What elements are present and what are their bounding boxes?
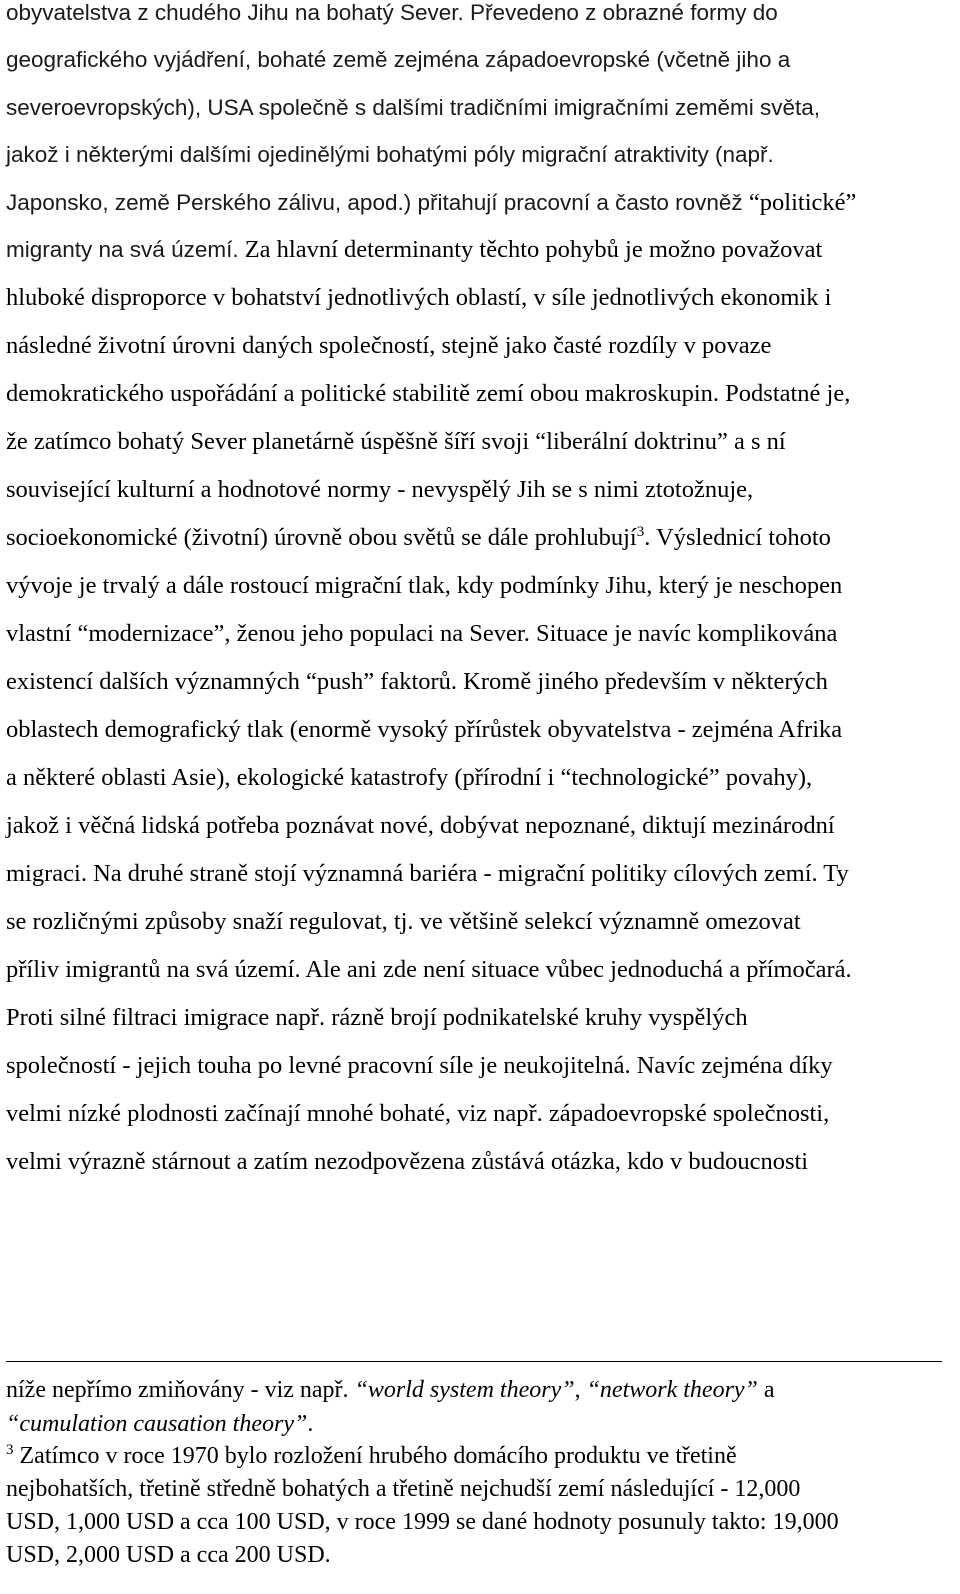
- text-line: [6, 0, 778, 37]
- text-span: ,: [574, 1377, 587, 1403]
- text-line: [6, 850, 849, 898]
- text-line: [6, 84, 820, 132]
- text-span: demokratického uspořádání a politické stabilitě zemí obou makroskupin. Podstatné je,: [6, 380, 851, 407]
- text-line: [6, 610, 837, 658]
- text-span: vlastní “modernizace”, ženou jeho populaci na Sever. Situace je navíc komplikována: [6, 620, 838, 647]
- text-span: existencí dalších významných “push” faktorů. Kromě jiného především v některých: [6, 668, 828, 695]
- footnote-separator: [6, 1361, 942, 1362]
- text-line: [6, 1042, 833, 1090]
- text-span: geografického vyjádření, bohaté země zejména západoevropské (včetně jiho a: [6, 47, 791, 72]
- text-line: [6, 226, 822, 274]
- text-span: USD, 2,000 USD a cca 200 USD.: [6, 1542, 331, 1568]
- text-span: migranty na svá území.: [6, 237, 239, 262]
- footnote-line: [6, 1507, 839, 1537]
- text-span: Proti silné filtraci imigrace např. rázně brojí podnikatelské kruhy vyspělých: [6, 1004, 748, 1031]
- footnote-marker: 3: [636, 523, 645, 540]
- text-span: Zatímco v roce 1970 bylo rozložení hrubého domácího produktu ve třetině: [13, 1443, 737, 1469]
- text-span: “politické”: [748, 189, 857, 216]
- text-span: . Výslednicí tohoto: [644, 524, 831, 551]
- text-span: hluboké disproporce v bohatství jednotlivých oblastí, v síle jednotlivých ekonomik i: [6, 284, 832, 311]
- italic-term: “cumulation causation theory”: [6, 1411, 308, 1437]
- text-span: nejbohatších, třetině středně bohatých a třetině nejchudší zemí následující - 12,000: [6, 1476, 801, 1502]
- text-line: [6, 418, 786, 466]
- text-line: [6, 562, 842, 610]
- text-span: migraci. Na druhé straně stojí významná bariéra - migrační politiky cílových zemí. Ty: [6, 860, 849, 887]
- text-span: společností - jejich touha po levné pracovní síle je neukojitelná. Navíc zejména díky: [6, 1052, 833, 1079]
- text-line: [6, 994, 748, 1042]
- text-span: velmi výrazně stárnout a zatím nezodpovězena zůstává otázka, kdo v budoucnosti: [6, 1148, 809, 1175]
- text-span: jakož i věčná lidská potřeba poznávat nové, dobývat nepoznané, diktují mezinárodní: [6, 812, 835, 839]
- text-line: [6, 946, 852, 994]
- text-span: vývoje je trvalý a dále rostoucí migrační tlak, kdy podmínky Jihu, který je neschopen: [6, 572, 843, 599]
- text-line: [6, 466, 753, 514]
- text-line: [6, 131, 774, 179]
- text-line: [6, 179, 856, 227]
- text-line: [6, 322, 771, 370]
- text-line: [6, 802, 835, 850]
- text-span: Za hlavní determinanty těchto pohybů je možno považovat: [238, 236, 823, 263]
- footnote-line: [6, 1375, 775, 1405]
- italic-term: “world system theory”: [354, 1377, 575, 1403]
- text-span: a: [757, 1377, 775, 1403]
- text-line: [6, 370, 850, 418]
- footnote-number: 3: [6, 1442, 14, 1458]
- text-span: níže nepřímo zmiňovány - viz např.: [6, 1377, 355, 1403]
- text-span: severoevropských), USA společně s dalšími tradičními imigračními zeměmi světa,: [6, 95, 821, 120]
- text-span: příliv imigrantů na svá území. Ale ani zde není situace vůbec jednoduchá a přímočará.: [6, 956, 852, 983]
- text-span: .: [307, 1411, 314, 1437]
- text-span: Japonsko, země Perského zálivu, apod.) přitahují pracovní a často rovněž: [6, 190, 749, 215]
- text-line: [6, 1090, 829, 1138]
- text-span: se rozličnými způsoby snaží regulovat, tj. ve většině selekcí významně omezovat: [6, 908, 801, 935]
- text-line: [6, 754, 812, 802]
- text-line: [6, 274, 831, 322]
- text-line: [6, 1138, 808, 1186]
- text-span: USD, 1,000 USD a cca 100 USD, v roce 1999 se dané hodnoty posunuly takto: 19,000: [6, 1509, 839, 1535]
- text-span: obyvatelstva z chudého Jihu na bohatý Sever. Převedeno z obrazné formy do: [6, 0, 778, 25]
- text-line: [6, 658, 828, 706]
- text-line: [6, 898, 801, 946]
- text-span: velmi nízké plodnosti začínají mnohé bohaté, viz např. západoevropské společnosti,: [6, 1100, 830, 1127]
- italic-term: “network theory”: [586, 1377, 758, 1403]
- text-span: související kulturní a hodnotové normy - nevyspělý Jih se s nimi ztotožnuje,: [6, 476, 754, 503]
- text-span: jakož i některými dalšími ojedinělými bohatými póly migrační atraktivity (např.: [6, 142, 774, 167]
- footnote-line: [6, 1474, 800, 1504]
- text-line: [6, 36, 790, 84]
- footnote-line: [6, 1441, 737, 1471]
- text-line: [6, 706, 842, 754]
- text-line: [6, 514, 831, 562]
- text-span: že zatímco bohatý Sever planetárně úspěšně šíří svoji “liberální doktrinu” a s ní: [6, 428, 786, 455]
- text-span: a některé oblasti Asie), ekologické katastrofy (přírodní i “technologické” povahy),: [6, 764, 813, 791]
- text-span: oblastech demografický tlak (enormě vysoký přírůstek obyvatelstva - zejména Afrika: [6, 716, 843, 743]
- text-span: následné životní úrovni daných společností, stejně jako časté rozdíly v povaze: [6, 332, 772, 359]
- footnote-line: [6, 1540, 331, 1570]
- footnote-line: [6, 1409, 313, 1439]
- text-span: socioekonomické (životní) úrovně obou světů se dále prohlubují: [6, 524, 637, 551]
